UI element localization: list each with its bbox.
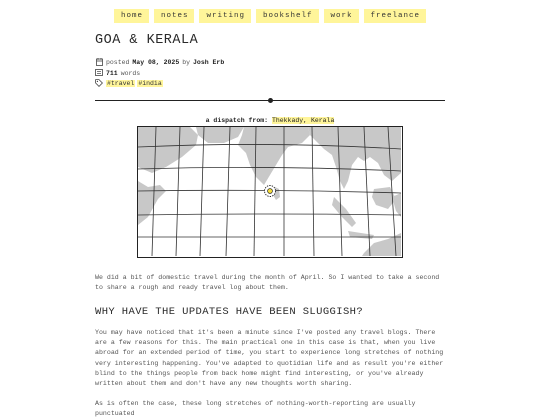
post-author: Josh Erb [193, 58, 225, 66]
land-se-asia [308, 127, 401, 189]
land-africa-horn [138, 181, 166, 225]
post-date-line [95, 58, 224, 66]
divider-dot [268, 98, 273, 103]
calendar-icon [95, 58, 103, 66]
top-nav [0, 9, 540, 23]
location-marker-icon [265, 186, 276, 197]
tags-line [95, 79, 163, 87]
document-icon [95, 69, 103, 77]
nav-notes[interactable]: notes [154, 9, 195, 23]
by-label: by [182, 58, 191, 66]
nav-bookshelf[interactable]: bookshelf [256, 9, 319, 23]
nav-work[interactable]: work [324, 9, 359, 23]
land-arabia [138, 127, 198, 173]
nav-freelance[interactable]: freelance [364, 9, 427, 23]
body-paragraph-2: As is often the case, these long stretches of nothing-worth-reporting are usually punctuated [95, 400, 416, 418]
word-count: 711 [106, 69, 118, 77]
land-india [238, 127, 310, 185]
section-heading: WHY HAVE THE UPDATES HAVE BEEN SLUGGISH? [95, 306, 364, 318]
nav-writing[interactable]: writing [199, 9, 251, 23]
tag-travel[interactable]: #travel [107, 79, 135, 87]
word-count-line [95, 69, 140, 77]
words-label: words [120, 69, 141, 77]
dispatch-caption [0, 117, 540, 124]
posted-label: posted [106, 58, 130, 66]
tag-india[interactable]: #india [138, 79, 162, 87]
dispatch-location: Thekkady, Kerala [271, 117, 335, 124]
nav-home[interactable]: home [114, 9, 149, 23]
tag-icon [95, 79, 103, 87]
map-svg [138, 127, 401, 256]
dispatch-prefix: a dispatch from: [205, 117, 269, 124]
land-java [348, 231, 374, 239]
location-map [137, 126, 403, 258]
post-date: May 08, 2025 [132, 58, 180, 66]
body-paragraph-1: You may have noticed that it's been a minute since I've posted any travel blogs. There are a few reasons for this. The main practical one in this case is that, when you live abroad for an extended period of time, you start to experience long stretches of nothing very interesting happening. You've adapted to quotidian life and as result you're either blind to the things people from back home might find interesting, or you've already written about them and don't have any new thoughts worth sharing. [95, 329, 444, 388]
post-title: GOA & KERALA [95, 33, 199, 48]
intro-paragraph: We did a bit of domestic travel during the month of April. So I wanted to take a second to share a rough and ready travel log about them. [95, 274, 440, 292]
land-sumatra [332, 197, 356, 227]
